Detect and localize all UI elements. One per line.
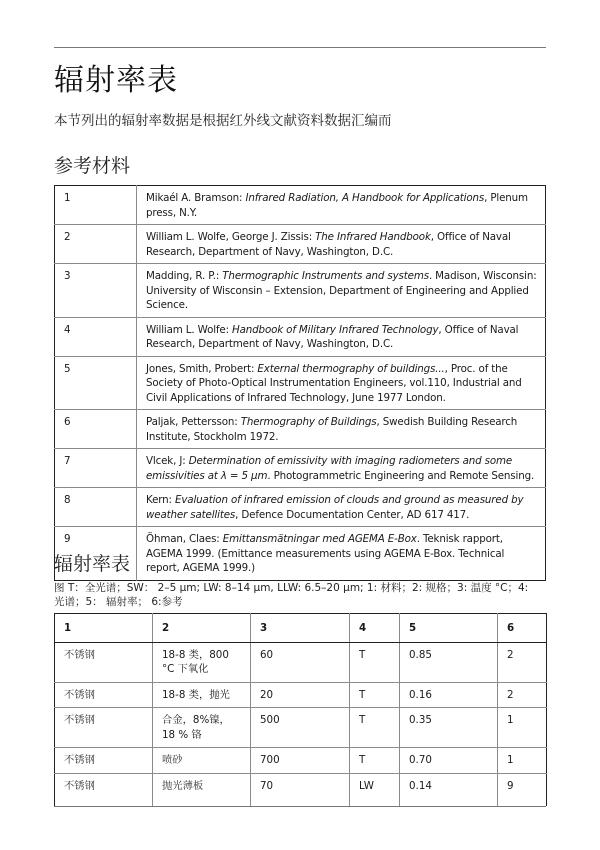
- ref-citation: Madding, R. P.: Thermographic Instruments and systems. Madison, Wisconsin: University of Wisconsin – Extension, Department of Engineering and Applied Science.: [137, 264, 546, 318]
- ref-number: 9: [55, 527, 137, 581]
- ref-citation: Öhman, Claes: Emittansmätningar med AGEMA E-Box. Teknisk rapport, AGEMA 1999. (Emittance measurements using AGEMA E-Box. Technical report, AGEMA 1999.): [137, 527, 546, 581]
- emissivity-table: [54, 613, 547, 806]
- references-title: 参考材料: [54, 155, 131, 177]
- ref-number: 1: [55, 186, 137, 225]
- column-header-spectrum: 4: [350, 614, 400, 643]
- ref-number: 8: [55, 488, 137, 527]
- ref-number: 2: [55, 225, 137, 264]
- table-row: [55, 682, 547, 708]
- specification-cell: 合金，8%镍，18 % 铬: [153, 708, 251, 748]
- emissivity-cell: 0.85: [400, 642, 498, 682]
- table-row: [55, 488, 546, 527]
- spectrum-cell: T: [350, 642, 400, 682]
- specification-cell: 18-8 类，抛光: [153, 682, 251, 708]
- table-row: [55, 449, 546, 488]
- temperature-cell: 70: [251, 773, 350, 806]
- table-header-row: [55, 614, 547, 643]
- ref-citation: Kern: Evaluation of infrared emission of clouds and ground as measured by weather satellites, Defence Documentation Center, AD 617 417.: [137, 488, 546, 527]
- emissivity-cell: 0.70: [400, 748, 498, 774]
- column-header-emissivity: 5: [400, 614, 498, 643]
- table-row: [55, 748, 547, 774]
- spectrum-cell: LW: [350, 773, 400, 806]
- table-row: [55, 264, 546, 318]
- table-row: [55, 642, 547, 682]
- reference-cell: 2: [498, 682, 547, 708]
- intro-text: 本节列出的辐射率数据是根据红外线文献资料数据汇编而: [54, 113, 392, 129]
- ref-citation: Jones, Smith, Probert: External thermography of buildings..., Proc. of the Society of Photo-Optical Instrumentation Engineers, vol.110, Industrial and Civil Applications of Infrared Technology, June 1977 London.: [137, 356, 546, 410]
- table-row: [55, 708, 547, 748]
- temperature-cell: 20: [251, 682, 350, 708]
- material-cell: 不锈钢: [55, 682, 153, 708]
- reference-cell: 2: [498, 642, 547, 682]
- footer-rule: [54, 806, 546, 807]
- page-title: 辐射率表: [54, 63, 178, 98]
- ref-citation: William L. Wolfe: Handbook of Military Infrared Technology, Office of Naval Research, Department of Navy, Washington, D.C.: [137, 317, 546, 356]
- ref-number: 3: [55, 264, 137, 318]
- spectrum-cell: T: [350, 748, 400, 774]
- specification-cell: 抛光薄板: [153, 773, 251, 806]
- table-row: [55, 317, 546, 356]
- table-row: [55, 773, 547, 806]
- ref-citation: Vlcek, J: Determination of emissivity with imaging radiometers and some emissivities at λ = 5 µm. Photogrammetric Engineering and Remote Sensing.: [137, 449, 546, 488]
- material-cell: 不锈钢: [55, 642, 153, 682]
- ref-citation: Paljak, Pettersson: Thermography of Buildings, Swedish Building Research Institute, Stockholm 1972.: [137, 410, 546, 449]
- table-row: [55, 410, 546, 449]
- emissivity-cell: 0.14: [400, 773, 498, 806]
- material-cell: 不锈钢: [55, 708, 153, 748]
- table-row: [55, 225, 546, 264]
- ref-number: 6: [55, 410, 137, 449]
- emissivity-table-title: 辐射率表: [54, 553, 131, 575]
- material-cell: 不锈钢: [55, 748, 153, 774]
- temperature-cell: 700: [251, 748, 350, 774]
- ref-number: 7: [55, 449, 137, 488]
- temperature-cell: 60: [251, 642, 350, 682]
- specification-cell: 喷砂: [153, 748, 251, 774]
- reference-cell: 1: [498, 708, 547, 748]
- column-header-temperature: 3: [251, 614, 350, 643]
- header-rule: [54, 47, 546, 48]
- ref-citation: William L. Wolfe, George J. Zissis: The Infrared Handbook, Office of Naval Research, Department of Navy, Washington, D.C.: [137, 225, 546, 264]
- table-row: [55, 186, 546, 225]
- emissivity-cell: 0.16: [400, 682, 498, 708]
- ref-number: 4: [55, 317, 137, 356]
- spectrum-cell: T: [350, 708, 400, 748]
- material-cell: 不锈钢: [55, 773, 153, 806]
- reference-cell: 9: [507, 779, 514, 792]
- reference-cell: 1: [498, 748, 547, 774]
- specification-cell: 18-8 类，800 °C 下氧化: [153, 642, 251, 682]
- spectrum-cell: T: [350, 682, 400, 708]
- column-header-reference: 6: [498, 614, 547, 643]
- column-header-specification: 2: [153, 614, 251, 643]
- references-table: [54, 185, 546, 581]
- table-row: [55, 356, 546, 410]
- ref-number: 5: [55, 356, 137, 410]
- column-header-material: 1: [55, 614, 153, 643]
- emissivity-legend-caption: 图 T：全光谱；SW： 2–5 µm; LW: 8–14 µm, LLW: 6.5–20 µm; 1: 材料；2: 规格；3: 温度 °C；4: 光谱；5： 辐射率； 6:参考: [54, 582, 529, 608]
- ref-citation: Mikaél A. Bramson: Infrared Radiation, A Handbook for Applications, Plenum press, N.Y.: [146, 192, 528, 219]
- emissivity-cell: 0.35: [400, 708, 498, 748]
- temperature-cell: 500: [251, 708, 350, 748]
